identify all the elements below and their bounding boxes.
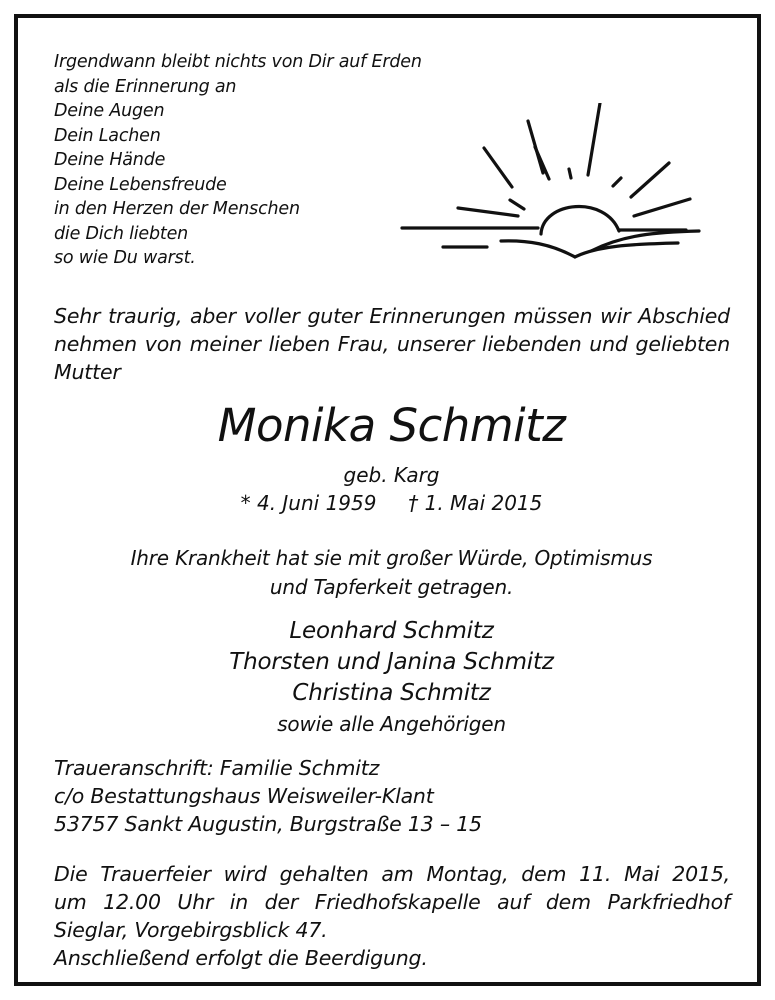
deceased-name: Monika Schmitz: [217, 399, 566, 452]
service-line: Anschließend erfolgt die Beerdigung.: [54, 946, 428, 970]
poem: [54, 50, 422, 271]
address-line: 53757 Sankt Augustin, Burgstraße 13 – 15: [54, 812, 482, 836]
life-dates: * 4. Juni 1959 † 1. Mai 2015: [240, 491, 543, 515]
intro-text: Sehr traurig, aber voller guter Erinnerungen müssen wir Abschied nehmen von meiner lieben Frau, unserer liebenden und geliebten Mutter: [54, 304, 730, 384]
mourners: [18, 616, 765, 739]
mourner-name: Christina Schmitz: [292, 680, 491, 706]
mourning-address: [54, 754, 482, 838]
mourner-name: Thorsten und Janina Schmitz: [229, 649, 554, 675]
address-line: c/o Bestattungshaus Weisweiler-Klant: [54, 784, 434, 808]
poem-line: Deine Lebensfreude: [54, 174, 227, 195]
poem-line: Irgendwann bleibt nichts von Dir auf Erden: [54, 52, 422, 72]
funeral-service-info: [54, 860, 730, 972]
service-line: um 12.00 Uhr in der Friedhofskapelle auf dem Parkfriedhof: [54, 890, 730, 914]
obituary-frame: [14, 14, 761, 986]
poem-line: in den Herzen der Menschen: [54, 199, 300, 219]
service-line: Sieglar, Vorgebirgsblick 47.: [54, 918, 328, 942]
birth-name: geb. Karg: [343, 463, 440, 487]
address-line: Traueranschrift: Familie Schmitz: [54, 756, 380, 780]
poem-line: so wie Du warst.: [54, 248, 196, 268]
illness-text: [18, 544, 765, 602]
illness-line: und Tapferkeit getragen.: [269, 575, 514, 599]
poem-line: Deine Augen: [54, 101, 165, 121]
poem-line: Deine Hände: [54, 150, 166, 170]
illness-line: Ihre Krankheit hat sie mit großer Würde, Optimismus: [130, 546, 653, 570]
sunrise-icon: [383, 103, 708, 273]
poem-line: als die Erinnerung an: [54, 76, 237, 97]
mourner-name: Leonhard Schmitz: [289, 618, 494, 644]
service-line: Die Trauerfeier wird gehalten am Montag, dem 11. Mai 2015,: [54, 862, 730, 886]
relatives-line: sowie alle Angehörigen: [277, 712, 506, 736]
poem-line: Dein Lachen: [54, 125, 161, 146]
poem-line: die Dich liebten: [54, 223, 189, 244]
